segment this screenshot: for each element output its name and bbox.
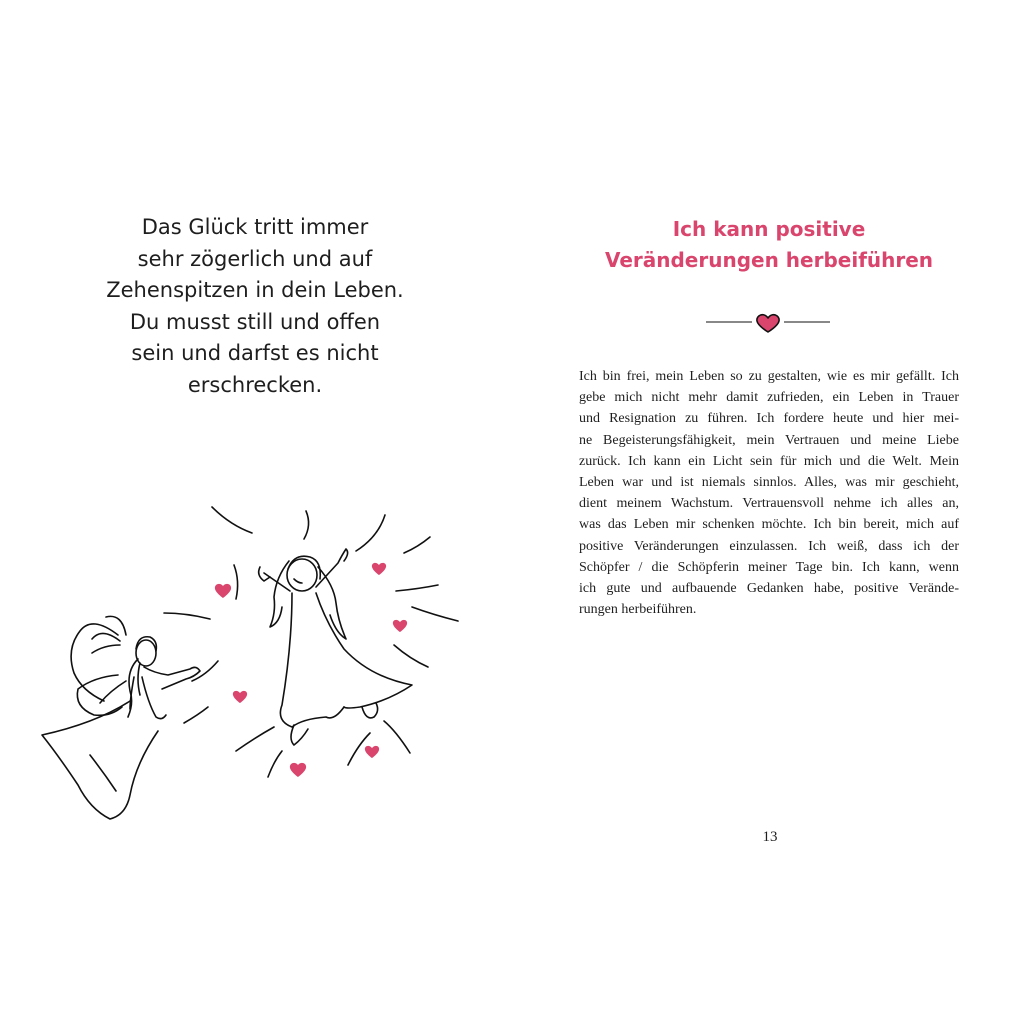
quote [90,212,420,401]
heart-icon [757,315,779,332]
body-line: positive Veränderungen einzulassen. Ich weiß, dass ich der [579,538,959,554]
body-line: gebe mich nicht mehr damit zufrieden, ein Leben in Trauer [579,390,959,406]
light-ray-icon [164,507,458,777]
quote-line: Zehenspitzen in dein Leben. [106,278,404,302]
floating-woman-icon [259,549,412,745]
body-line: dient meinem Wachstum. Vertrauensvoll nehme ich alles an, [579,496,959,512]
title-line: Veränderungen herbeiführen [604,248,934,272]
body-paragraph [579,366,959,620]
heart-divider [700,310,836,334]
body-line: ne Begeisterungsfähigkeit, mein Vertrauen und meine Liebe [579,432,959,448]
title-line: Ich kann positive [672,217,866,241]
angels-illustration [30,495,470,835]
body-line: und Resignation zu führen. Ich fordere heute und hier mei- [579,411,959,427]
quote-line: sehr zögerlich und auf [137,246,373,271]
angel-fairy-icon [42,616,200,819]
quote-line: sein und darfst es nicht [131,341,379,365]
quote-line: erschrecken. [187,372,323,397]
body-line: rungen herbeiführen. [579,602,697,618]
chapter-title [580,214,958,276]
page-number: 13 [762,829,778,845]
body-line: Ich bin frei, mein Leben so zu gestalten, wie es mir gefällt. Ich [579,369,959,384]
body-line: was das Leben mir schenken möchte. Ich bin bereit, mich auf [579,517,959,533]
body-line: Leben war und ist niemals sinnlos. Alles, was mir geschieht, [579,475,959,491]
body-line: zurück. Ich kann ein Licht sein für mich und die Welt. Mein [579,453,959,469]
quote-line: Das Glück tritt immer [141,215,369,239]
body-line: ich gute und aufbauende Gedanken habe, positive Verände- [579,581,959,597]
quote-line: Du musst still und offen [129,309,381,334]
body-line: Schöpfer / die Schöpferin meiner Tage bin. Ich kann, wenn [579,559,959,575]
